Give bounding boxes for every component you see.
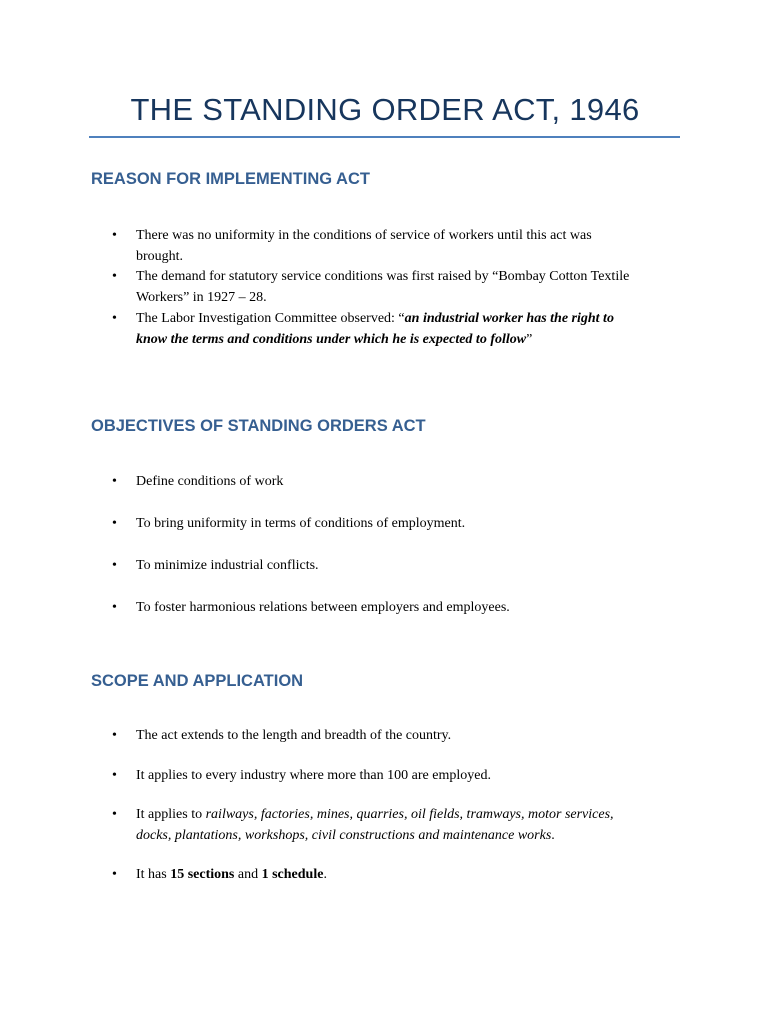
list-item-text: The Labor Investigation Committee observed: “an industrial worker has the right to know the terms and conditions under which he is expected to follow”: [136, 311, 614, 347]
list-item-text: To minimize industrial conflicts.: [136, 558, 319, 573]
page-title: THE STANDING ORDER ACT, 1946: [130, 92, 640, 127]
bullet-icon: •: [112, 600, 117, 615]
bullet-icon: •: [112, 807, 117, 822]
list-item-text: The act extends to the length and breadth of the country.: [136, 728, 452, 743]
bullet-icon: •: [112, 867, 117, 882]
list-item-text: To bring uniformity in terms of conditions of employment.: [136, 516, 466, 531]
section-heading-objectives: OBJECTIVES OF STANDING ORDERS ACT: [91, 417, 426, 435]
list-item-text: Define conditions of work: [136, 474, 284, 489]
list-item-text: There was no uniformity in the conditions of service of workers until this act was brought.: [136, 228, 592, 264]
list-item-text: To foster harmonious relations between employers and employees.: [136, 600, 510, 615]
bullet-icon: •: [112, 228, 117, 243]
bullet-icon: •: [112, 728, 117, 743]
bullet-icon: •: [112, 311, 117, 326]
list-item-text: It has 15 sections and 1 schedule.: [136, 867, 327, 882]
list-item-text: The demand for statutory service conditions was first raised by “Bombay Cotton Textile Workers” in 1927 – 28.: [136, 269, 630, 305]
bullet-icon: •: [112, 474, 117, 489]
section-heading-scope: SCOPE AND APPLICATION: [91, 672, 304, 690]
bullet-icon: •: [112, 768, 117, 783]
bullet-icon: •: [112, 269, 117, 284]
bullet-icon: •: [112, 516, 117, 531]
list-item-text: It applies to every industry where more than 100 are employed.: [136, 768, 491, 783]
title-underline: [89, 136, 680, 138]
list-item-text: It applies to railways, factories, mines, quarries, oil fields, tramways, motor services, docks, plantations, workshops, civil constructions and maintenance works.: [136, 807, 614, 843]
bullet-icon: •: [112, 558, 117, 573]
section-heading-reason: REASON FOR IMPLEMENTING ACT: [91, 170, 370, 188]
